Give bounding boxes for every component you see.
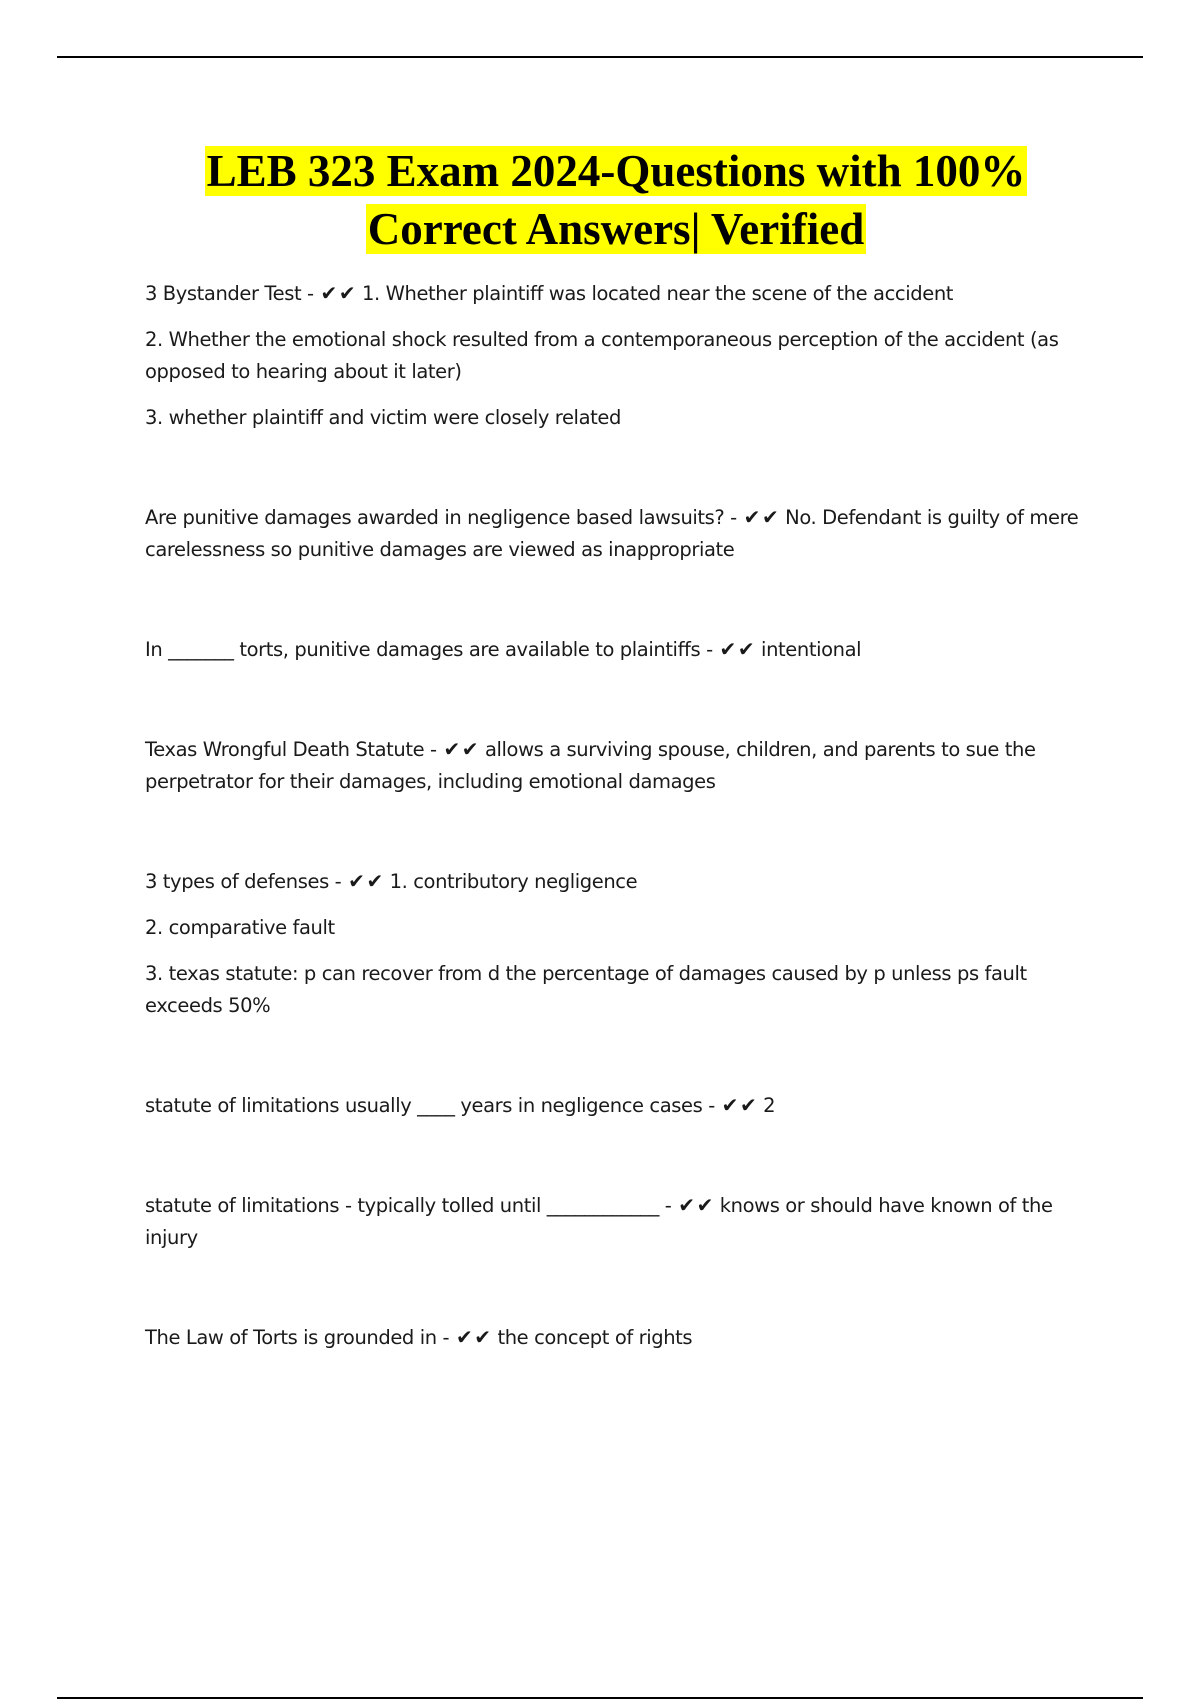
checkmark-icon: ✔ xyxy=(348,869,365,893)
question-text: In _______ torts, punitive damages are available to plaintiffs - xyxy=(145,638,713,661)
qa-item xyxy=(145,1321,1095,1354)
question-text: The Law of Torts is grounded in - xyxy=(145,1326,450,1349)
answer-text: the concept of rights xyxy=(497,1326,693,1349)
qa-item xyxy=(145,277,1095,310)
checkmark-icon: ✔ xyxy=(719,637,736,661)
checkmark-icon: ✔ xyxy=(366,869,383,893)
answer-continuation: 3. whether plaintiff and victim were closely related xyxy=(145,406,621,429)
checkmark-icon: ✔ xyxy=(474,1325,491,1349)
qa-item xyxy=(145,633,1095,666)
checkmark-icon: ✔ xyxy=(721,1093,738,1117)
question-text: statute of limitations usually ____ years in negligence cases - xyxy=(145,1094,715,1117)
answer-text: 2 xyxy=(763,1094,776,1117)
answer-continuation: 2. Whether the emotional shock resulted from a contemporaneous perception of the accident (as opposed to hearing about it later) xyxy=(145,328,1059,383)
answer-text: allows a surviving spouse, children, and parents to sue the perpetrator for their damages, including emotional damages xyxy=(145,738,1036,793)
checkmark-icon: ✔ xyxy=(743,505,760,529)
checkmark-icon: ✔ xyxy=(678,1193,695,1217)
checkmark-icon: ✔ xyxy=(696,1193,713,1217)
qa-item xyxy=(145,501,1095,566)
answer-continuation: 3. texas statute: p can recover from d the percentage of damages caused by p unless ps fault exceeds 50% xyxy=(145,962,1027,1017)
question-text: 3 Bystander Test - xyxy=(145,282,314,305)
title-line-1: LEB 323 Exam 2024-Questions with 100% xyxy=(206,146,1026,196)
checkmark-icon: ✔ xyxy=(320,281,337,305)
answer-text: 1. contributory negligence xyxy=(389,870,638,893)
qa-item xyxy=(145,865,1095,898)
question-text: Are punitive damages awarded in negligence based lawsuits? - xyxy=(145,506,737,529)
footer-rule xyxy=(57,1697,1143,1699)
document-title xyxy=(120,142,1112,258)
qa-item xyxy=(145,733,1095,798)
question-text: 3 types of defenses - xyxy=(145,870,342,893)
checkmark-icon: ✔ xyxy=(338,281,356,305)
answer-continuation: 2. comparative fault xyxy=(145,916,335,939)
header-rule xyxy=(57,56,1143,58)
checkmark-icon: ✔ xyxy=(443,737,460,761)
answer-text: intentional xyxy=(761,638,862,661)
answer-text: No. Defendant is guilty of mere carelessness so punitive damages are viewed as inappropriate xyxy=(145,506,1079,561)
checkmark-icon: ✔ xyxy=(461,737,479,761)
checkmark-icon: ✔ xyxy=(740,1093,757,1117)
title-line-2: Correct Answers| Verified xyxy=(367,204,865,254)
qa-item xyxy=(145,1189,1095,1254)
qa-list xyxy=(145,277,1095,1354)
checkmark-icon: ✔ xyxy=(737,637,755,661)
checkmark-icon: ✔ xyxy=(761,505,779,529)
question-text: statute of limitations - typically tolled until ____________ - xyxy=(145,1194,672,1217)
answer-text: 1. Whether plaintiff was located near the scene of the accident xyxy=(362,282,954,305)
checkmark-icon: ✔ xyxy=(455,1325,473,1349)
qa-item xyxy=(145,1089,1095,1122)
question-text: Texas Wrongful Death Statute - xyxy=(145,738,437,761)
answer-text: knows or should have known of the injury xyxy=(145,1194,1053,1249)
